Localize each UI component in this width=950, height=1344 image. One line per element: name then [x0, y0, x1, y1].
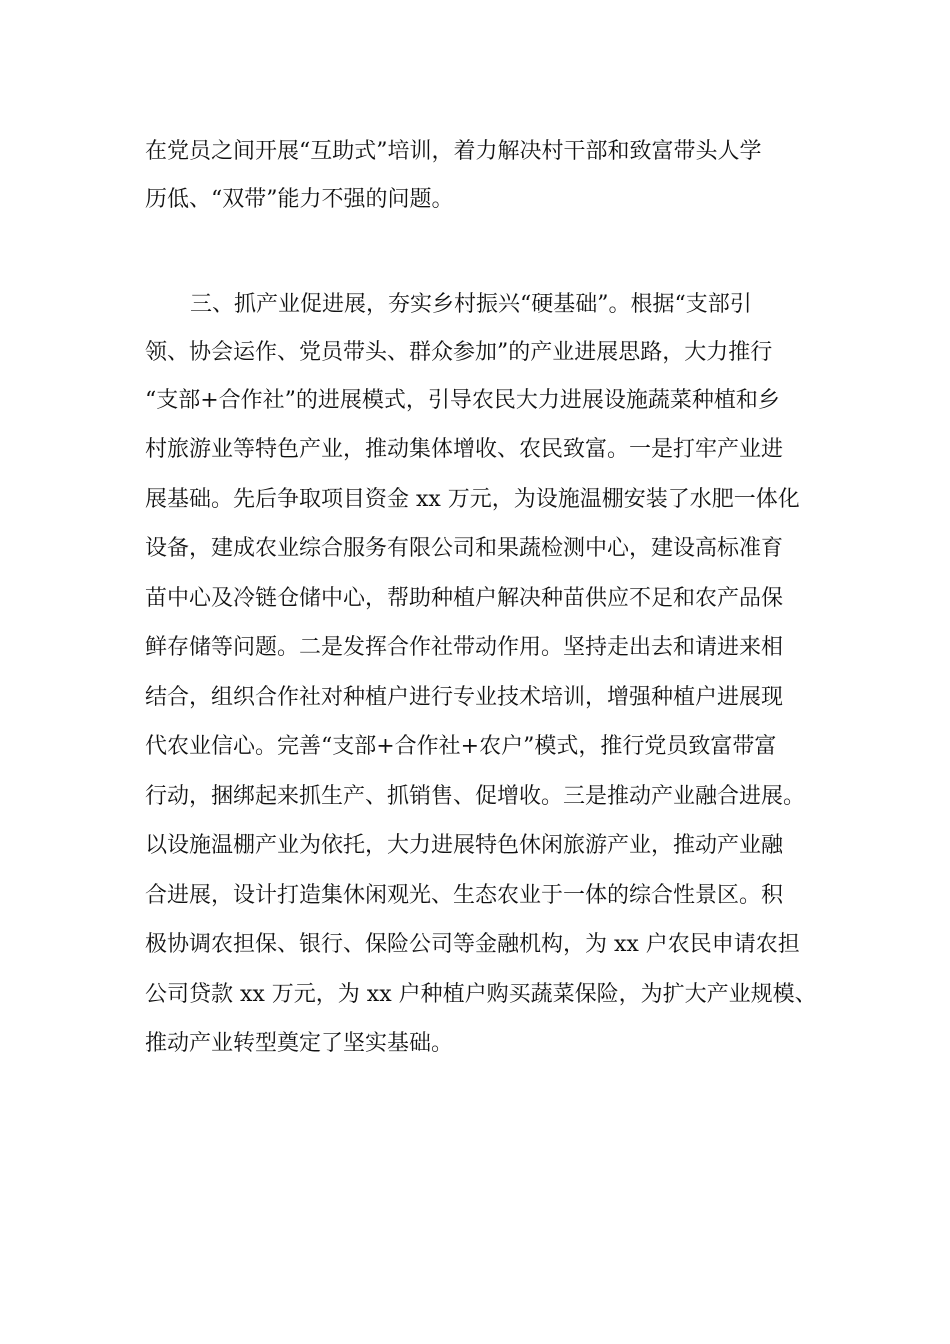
text-line: “支部+合作社”的进展模式，引导农民大力进展设施蔬菜种植和乡 — [145, 388, 780, 413]
text-line: 领、协会运作、党员带头、群众参加”的产业进展思路，大力推行 — [145, 340, 773, 365]
text-line: 以设施温棚产业为依托，大力进展特色休闲旅游产业，推动产业融 — [145, 833, 784, 858]
text-line: 鲜存储等问题。二是发挥合作社带动作用。坚持走出去和请进来相 — [145, 635, 784, 660]
text-line: 结合，组织合作社对种植户进行专业技术培训，增强种植户进展现 — [145, 685, 784, 710]
text-line: 历低、“双带”能力不强的问题。 — [145, 187, 454, 212]
text-line: 村旅游业等特色产业，推动集体增收、农民致富。一是打牢产业进 — [145, 437, 784, 462]
text-line: 公司贷款 xx 万元，为 xx 户种植户购买蔬菜保险，为扩大产业规模、 — [145, 982, 817, 1007]
text-line: 合进展，设计打造集休闲观光、生态农业于一体的综合性景区。积 — [145, 883, 784, 908]
text-line: 代农业信心。完善“支部+合作社+农户”模式，推行党员致富带富 — [145, 734, 777, 759]
text-line: 行动，捆绑起来抓生产、抓销售、促增收。三是推动产业融合进展。 — [145, 784, 806, 809]
text-line: 在党员之间开展“互助式”培训，着力解决村干部和致富带头人学 — [145, 139, 762, 164]
text-line: 苗中心及冷链仓储中心，帮助种植户解决种苗供应不足和农产品保 — [145, 586, 784, 611]
text-line: 设备，建成农业综合服务有限公司和果蔬检测中心，建设高标准育 — [145, 536, 784, 561]
text-line: 极协调农担保、银行、保险公司等金融机构，为 xx 户农民申请农担 — [145, 932, 800, 957]
section-heading-line: 三、抓产业促进展，夯实乡村振兴“硬基础”。根据“支部引 — [190, 292, 752, 317]
text-line: 展基础。先后争取项目资金 xx 万元，为设施温棚安装了水肥一体化 — [145, 487, 800, 512]
text-line: 推动产业转型奠定了坚实基础。 — [145, 1031, 454, 1056]
